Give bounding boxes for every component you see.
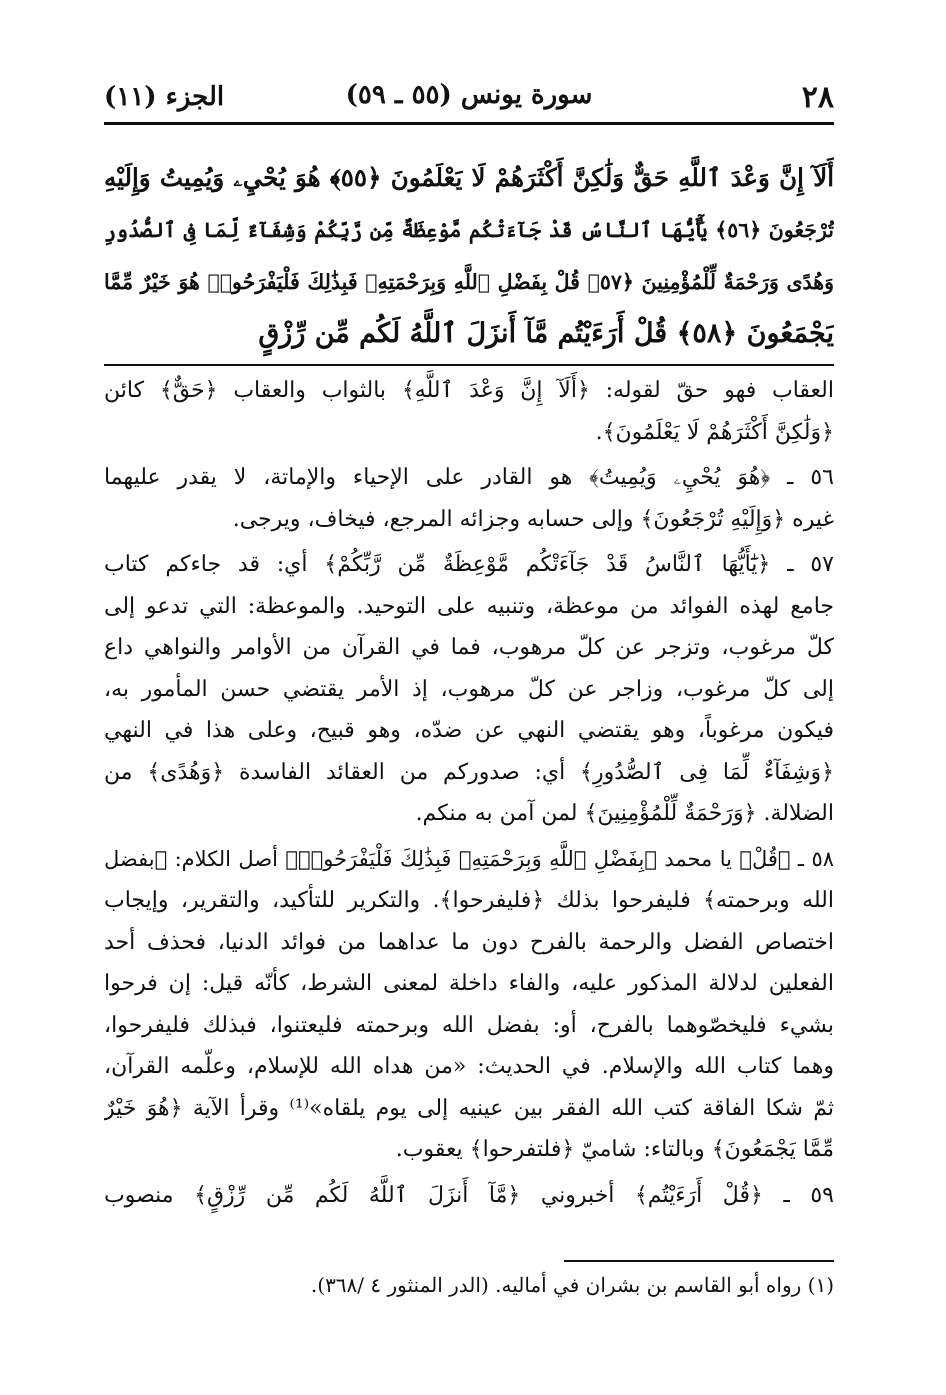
commentary-paragraph: [104, 1175, 834, 1217]
text-line: بشيء فليخصّوهما بالفرح، أو: بفضل الله وبرحمته فليعتنوا، فبذلك فليفرحوا،: [104, 1012, 834, 1038]
text-line: ٥٩ ـ ﴿قُلْ أَرَءَيْتُم﴾ أخبروني ﴿مَّآ أَنزَلَ ٱللَّهُ لَكُم مِّن رِّزْقٍ﴾ منصوب: [104, 1182, 834, 1208]
surah-title: سورة يونس (٥٥ ـ ٥٩): [345, 80, 593, 110]
quran-separator-rule: [104, 364, 834, 366]
commentary-paragraph: [104, 839, 834, 1171]
header-rule: [104, 122, 834, 125]
quran-line: تُرْجَعُونَ ﴿٥٦﴾ يَٰٓأَيُّهَا ٱلنَّاسُ قَدْ جَآءَتْكُم مَّوْعِظَةٌ مِّن رَّبِّكُمْ وَشِفَآءٌ لِّمَا فِى ٱلصُّدُورِ: [104, 218, 834, 242]
text-line: ٥٦ ـ ﴿هُوَ يُحْيِۦ وَيُمِيتُ﴾ هو القادر على الإحياء والإماتة، لا يقدر عليهما: [104, 465, 834, 490]
text-line: الفعلين لدلالة المذكور عليه، والفاء داخلة لمعنى الشرط، كأنّه قيل: إن فرحوا: [104, 971, 834, 996]
text-line: كلّ مرغوب، وتزجر عن كلّ مرهوب، فما في القرآن من الأوامر والنواهي داع: [104, 635, 834, 660]
commentary-paragraph: [104, 370, 834, 453]
text-line: مِّمَّا يَجْمَعُونَ﴾ وبالتاء: شاميّ ﴿فلتفرحوا﴾ يعقوب.: [395, 1137, 834, 1162]
quran-line: وَهُدًى وَرَحْمَةٌ لِّلْمُؤْمِنِينَ ﴿٥٧﴾ قُلْ بِفَضْلِ ٱللَّهِ وَبِرَحْمَتِهِۦ فَبِذَٰلِكَ فَلْيَفْرَحُوا۟ هُوَ خَيْرٌ مِّمَّا: [104, 270, 834, 294]
quran-line: يَجْمَعُونَ ﴿٥٨﴾ قُلْ أَرَءَيْتُم مَّآ أَنزَلَ ٱللَّهُ لَكُم مِّن رِّزْقٍ: [258, 318, 834, 349]
text-line: ٥٧ ـ ﴿يَٰٓأَيُّهَا ٱلنَّاسُ قَدْ جَآءَتْكُم مَّوْعِظَةٌ مِّن رَّبِّكُمْ﴾ أي: قد جاءكم كتاب: [104, 552, 834, 577]
text-line: العقاب فهو حقّ لقوله: ﴿أَلَآ إِنَّ وَعْدَ ٱللَّهِ﴾ بالثواب والعقاب ﴿حَقٌّ﴾ كائن: [104, 378, 834, 403]
text-line: الضلالة. ﴿وَرَحْمَةٌ لِّلْمُؤْمِنِينَ﴾ لمن آمن به منكم.: [415, 801, 834, 826]
quran-block: [104, 152, 834, 360]
commentary: [104, 370, 834, 1216]
juz-label: الجزء (١١): [104, 82, 225, 112]
footnote-rule: [564, 1260, 834, 1262]
text-line: ٥٨ ـ ﴿قُلْ﴾ يا محمد ﴿بِفَضْلِ ٱللَّهِ وَبِرَحْمَتِهِۦ فَبِذَٰلِكَ فَلْيَفْرَحُوا۟﴾ أصل الكلام: ﴿بفضل: [104, 846, 834, 871]
commentary-paragraph: [104, 544, 834, 835]
page-header: [104, 74, 834, 122]
page-number: ٢٨: [801, 80, 834, 115]
text-line: جامع لهذه الفوائد من موعظة، وتنبيه على التوحيد. والموعظة: التي تدعو إلى: [104, 593, 834, 619]
text-line: فيكون مرغوباً، وهو يقتضي النهي عن ضدّه، وهو قبيح، وعلى هذا في النهي: [104, 718, 834, 743]
commentary-paragraph: [104, 457, 834, 540]
text-line: إلى كلّ مرغوب، وزاجر عن كلّ مرهوب، إذ الأمر يقتضي حسن المأمور به،: [104, 676, 834, 702]
text-line: ﴿وَلَٰكِنَّ أَكْثَرَهُمْ لَا يَعْلَمُونَ﴾.: [595, 419, 834, 445]
text-line: غيره ﴿وَإِلَيْهِ تُرْجَعُونَ﴾ وإلى حسابه وجزائه المرجع، فيخاف، ويرجى.: [232, 506, 834, 532]
text-line: ﴿وَشِفَآءٌ لِّمَا فِى ٱلصُّدُورِ﴾ أي: صدوركم من العقائد الفاسدة ﴿وَهُدًى﴾ من: [104, 759, 834, 785]
page: [104, 74, 834, 122]
text-line: اختصاص الفضل والرحمة بالفرح دون ما عداهما من فوائد الدنيا، فحذف أحد: [104, 929, 834, 955]
text-line: وهما كتاب الله والإسلام. في الحديث: «من هداه الله للإسلام، وعلّمه القرآن،: [104, 1054, 834, 1079]
quran-line: أَلَآ إِنَّ وَعْدَ ٱللَّهِ حَقٌّ وَلَٰكِنَّ أَكْثَرَهُمْ لَا يَعْلَمُونَ ﴿٥٥﴾ هُوَ يُحْيِۦ وَيُمِيتُ وَإِلَيْهِ: [104, 163, 834, 192]
footnote: (١) رواه أبو القاسم بن بشران في أماليه. (الدر المنثور ٤ /٣٦٨).: [310, 1273, 834, 1297]
text-line: ثمّ شكا الفاقة كتب الله الفقر بين عينيه إلى يوم يلقاه»⁽¹⁾ وقرأ الآية ﴿هُوَ خَيْرٌ: [104, 1095, 834, 1121]
text-line: الله وبرحمته﴾ فليفرحوا بذلك ﴿فليفرحوا﴾. والتكرير للتأكيد، والتقرير، وإيجاب: [104, 888, 834, 913]
